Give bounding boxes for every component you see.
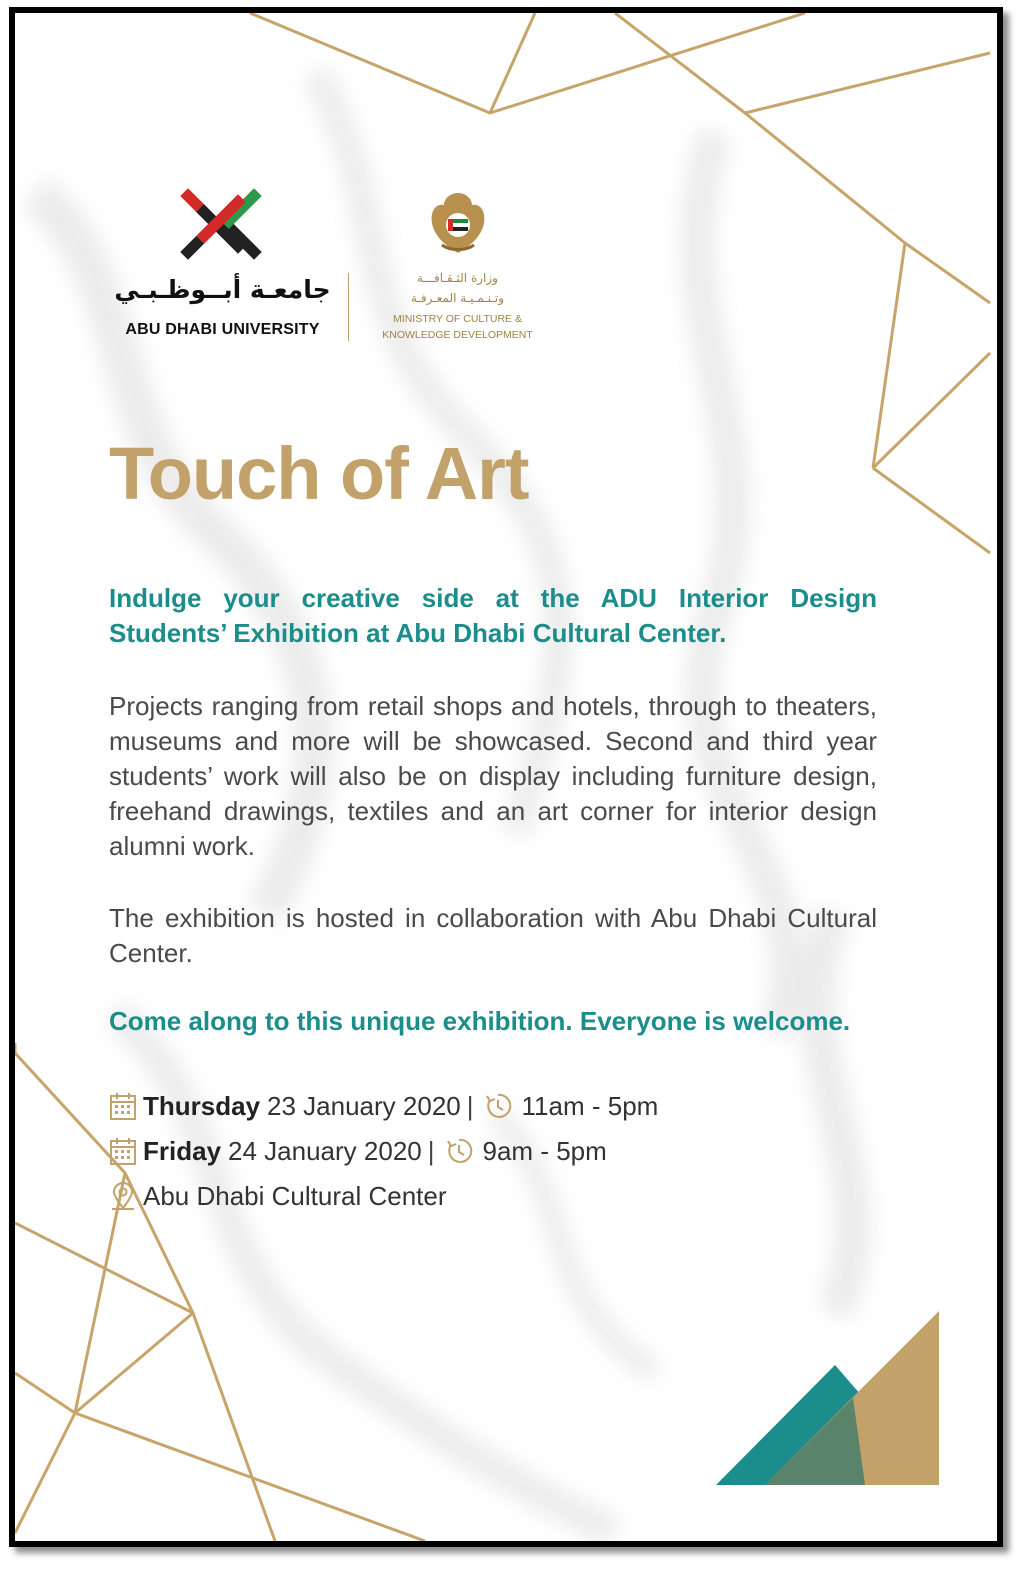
poster (9, 7, 1003, 1547)
schedule-separator: | (427, 1135, 435, 1166)
poster-title: Touch of Art (109, 432, 529, 515)
intro-text: Indulge your creative side at the ADU Interior Design Students’ Exhibition at Abu Dhabi Cultural Center. (109, 583, 877, 648)
location-text: Abu Dhabi Cultural Center (143, 1180, 447, 1211)
logo-block (110, 183, 560, 353)
location-row (109, 1176, 447, 1216)
ministry-name-arabic-line1: وزارة الثـقـافـــة (417, 271, 498, 285)
ministry-name-english-line1: MINISTRY OF CULTURE & (393, 313, 522, 325)
university-name-english: ABU DHABI UNIVERSITY (125, 321, 320, 338)
schedule-row-thursday (109, 1086, 658, 1126)
location-pin-icon (109, 1181, 137, 1211)
welcome-text: Come along to this unique exhibition. Everyone is welcome. (109, 1006, 851, 1036)
logo-divider (348, 273, 349, 341)
schedule-separator: | (466, 1090, 474, 1121)
uae-emblem-icon (428, 189, 488, 257)
schedule-date: 23 January 2020 (267, 1090, 461, 1121)
schedule-day: Thursday (143, 1090, 261, 1121)
calendar-icon (109, 1136, 137, 1166)
schedule-day: Friday (143, 1135, 222, 1166)
clock-icon (484, 1091, 512, 1121)
collaboration-paragraph: The exhibition is hosted in collaboration with Abu Dhabi Cultural Center. (109, 903, 877, 968)
schedule-time: 9am - 5pm (482, 1135, 607, 1166)
description-paragraph: Projects ranging from retail shops and hotels, through to theaters, museums and more will be showcased. Second and third year students’ work will also be on display including furniture design, freehand drawings, textiles and an art corner for interior design alumni work. (109, 691, 877, 861)
clock-icon (445, 1136, 473, 1166)
schedule-time: 11am - 5pm (521, 1090, 659, 1121)
abu-dhabi-university-logo-mark (180, 188, 262, 260)
schedule-row-friday (109, 1131, 607, 1171)
ministry-name-arabic-line2: وتـنـمـيـة المعـرفـة (410, 291, 505, 305)
calendar-icon (109, 1091, 137, 1121)
ministry-name-english-line2: KNOWLEDGE DEVELOPMENT (382, 329, 533, 341)
schedule-date: 24 January 2020 (228, 1135, 422, 1166)
university-name-arabic: جامعـة أبــوظـبـي (114, 275, 331, 304)
